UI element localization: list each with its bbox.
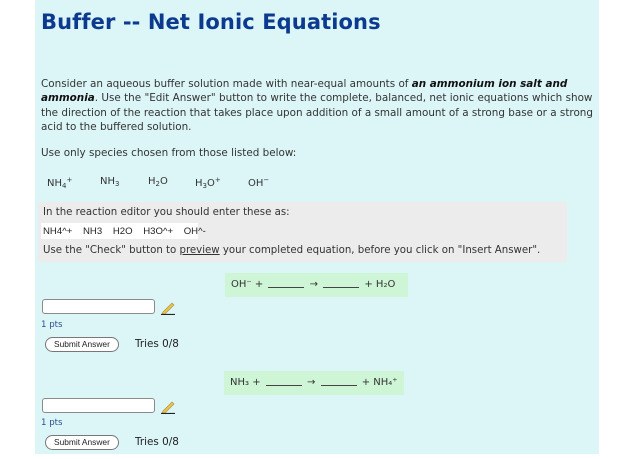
pencil-icon[interactable]	[160, 301, 176, 315]
equation-1: OH⁻ + → + H₂O	[225, 273, 408, 297]
species-h2o: $H_2O$	[148, 176, 168, 188]
pencil-icon[interactable]	[160, 400, 176, 414]
editor-codes: NH4^+ NH3 H2O H3O^+ OH^-	[43, 226, 206, 237]
species-list	[47, 176, 269, 190]
preview-link: preview	[179, 245, 220, 256]
equation-2: NH₃ + → + NH₄⁺	[224, 371, 404, 395]
intro-text-2: . Use the "Edit Answer" button to write the complete, balanced, net ionic equations which show the direction of the reaction that takes place upon addition of a small amount of a strong base or a strong acid to the buffered solution.	[41, 92, 593, 134]
answer-input-1[interactable]	[42, 299, 155, 314]
answer-input-2[interactable]	[42, 398, 155, 413]
species-oh: OH−	[248, 176, 270, 189]
intro-emphasis: an ammonium ion salt and ammonia	[41, 78, 568, 105]
species-nh3: $NH_3$	[100, 176, 120, 188]
submit-answer-button-1[interactable]: Submit Answer	[45, 337, 119, 352]
tries-counter-1: Tries 0/8	[135, 338, 179, 350]
tries-counter-2: Tries 0/8	[135, 436, 179, 448]
intro-paragraph	[41, 77, 596, 135]
submit-answer-button-2[interactable]: Submit Answer	[45, 435, 119, 450]
equation-2-blank-1	[266, 375, 302, 386]
species-nh4: $NH_4^+$	[47, 176, 73, 190]
editor-help-instruction: Use the "Check" button to preview your completed equation, before you click on "Insert Answer".	[43, 245, 541, 256]
equation-2-blank-2	[321, 375, 357, 386]
page-title: Buffer -- Net Ionic Equations	[41, 10, 381, 34]
points-label-1: 1 pts	[41, 320, 63, 330]
points-label-2: 1 pts	[41, 418, 63, 428]
equation-1-blank-2	[323, 277, 359, 288]
editor-help-heading: In the reaction editor you should enter these as:	[43, 207, 290, 218]
species-prompt: Use only species chosen from those listed below:	[41, 147, 297, 159]
species-h3o: $H_3O^+$	[195, 176, 221, 190]
equation-1-blank-1	[268, 277, 304, 288]
intro-text-1: Consider an aqueous buffer solution made with near-equal amounts of	[41, 78, 412, 90]
